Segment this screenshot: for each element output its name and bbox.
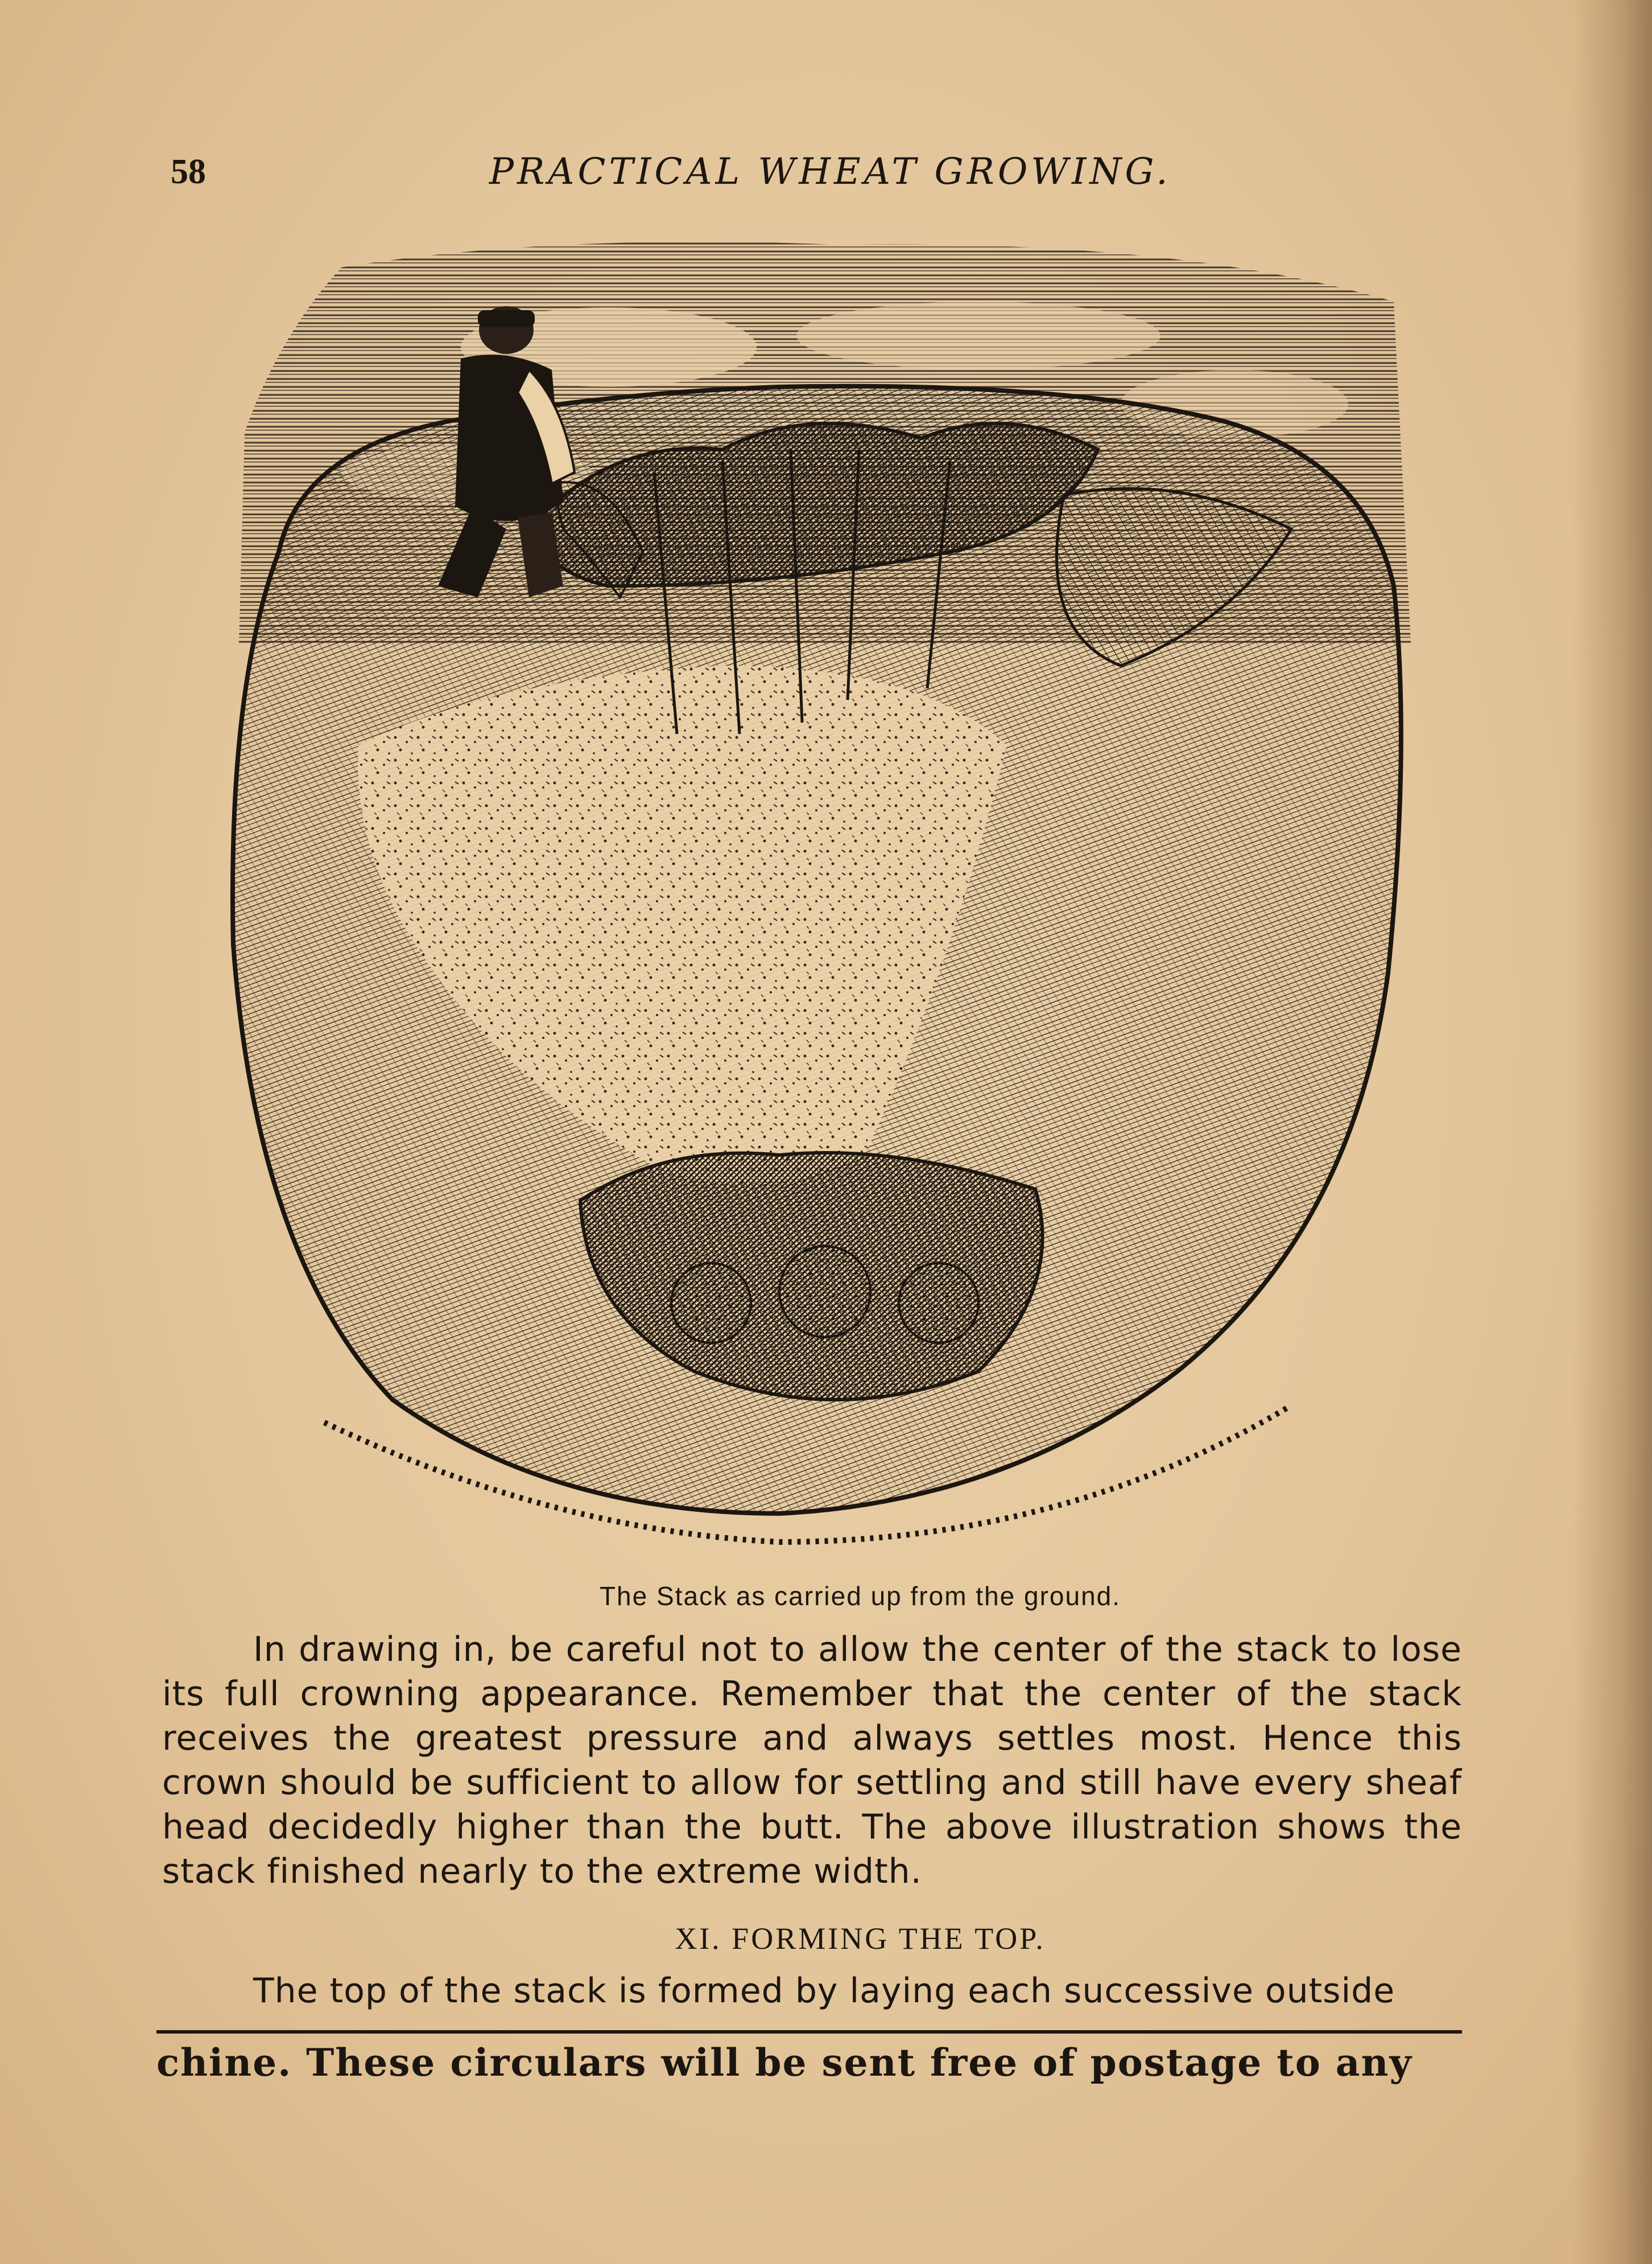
horizontal-rule (156, 2030, 1462, 2034)
body-paragraph (162, 1627, 1462, 1894)
paragraph-text: In drawing in, be careful not to allow the center of the stack to lose its full crowning appearance. Remember that the center of the stack receives the greatest pressure and always settles most. Hence this crown should be sufficient to allow for settling and still have every sheaf head decidedly higher than the butt. The above illustration shows the stack finished nearly to the extreme width. (162, 1630, 1462, 1891)
figure-caption: The Stack as carried up from the ground. (599, 1581, 1121, 1611)
advertisement-line: chine. These circulars will be sent free of postage to any (156, 2040, 1413, 2085)
section-heading: XI. FORMING THE TOP. (675, 1921, 1046, 1956)
wheat-stack-illustration (210, 233, 1439, 1559)
running-title: PRACTICAL WHEAT GROWING. (489, 151, 1171, 193)
page-number: 58 (171, 152, 206, 191)
wheat-stack (233, 386, 1401, 1542)
running-head (159, 149, 1172, 200)
section-paragraph: The top of the stack is formed by laying each successive outside (253, 1971, 1395, 2011)
